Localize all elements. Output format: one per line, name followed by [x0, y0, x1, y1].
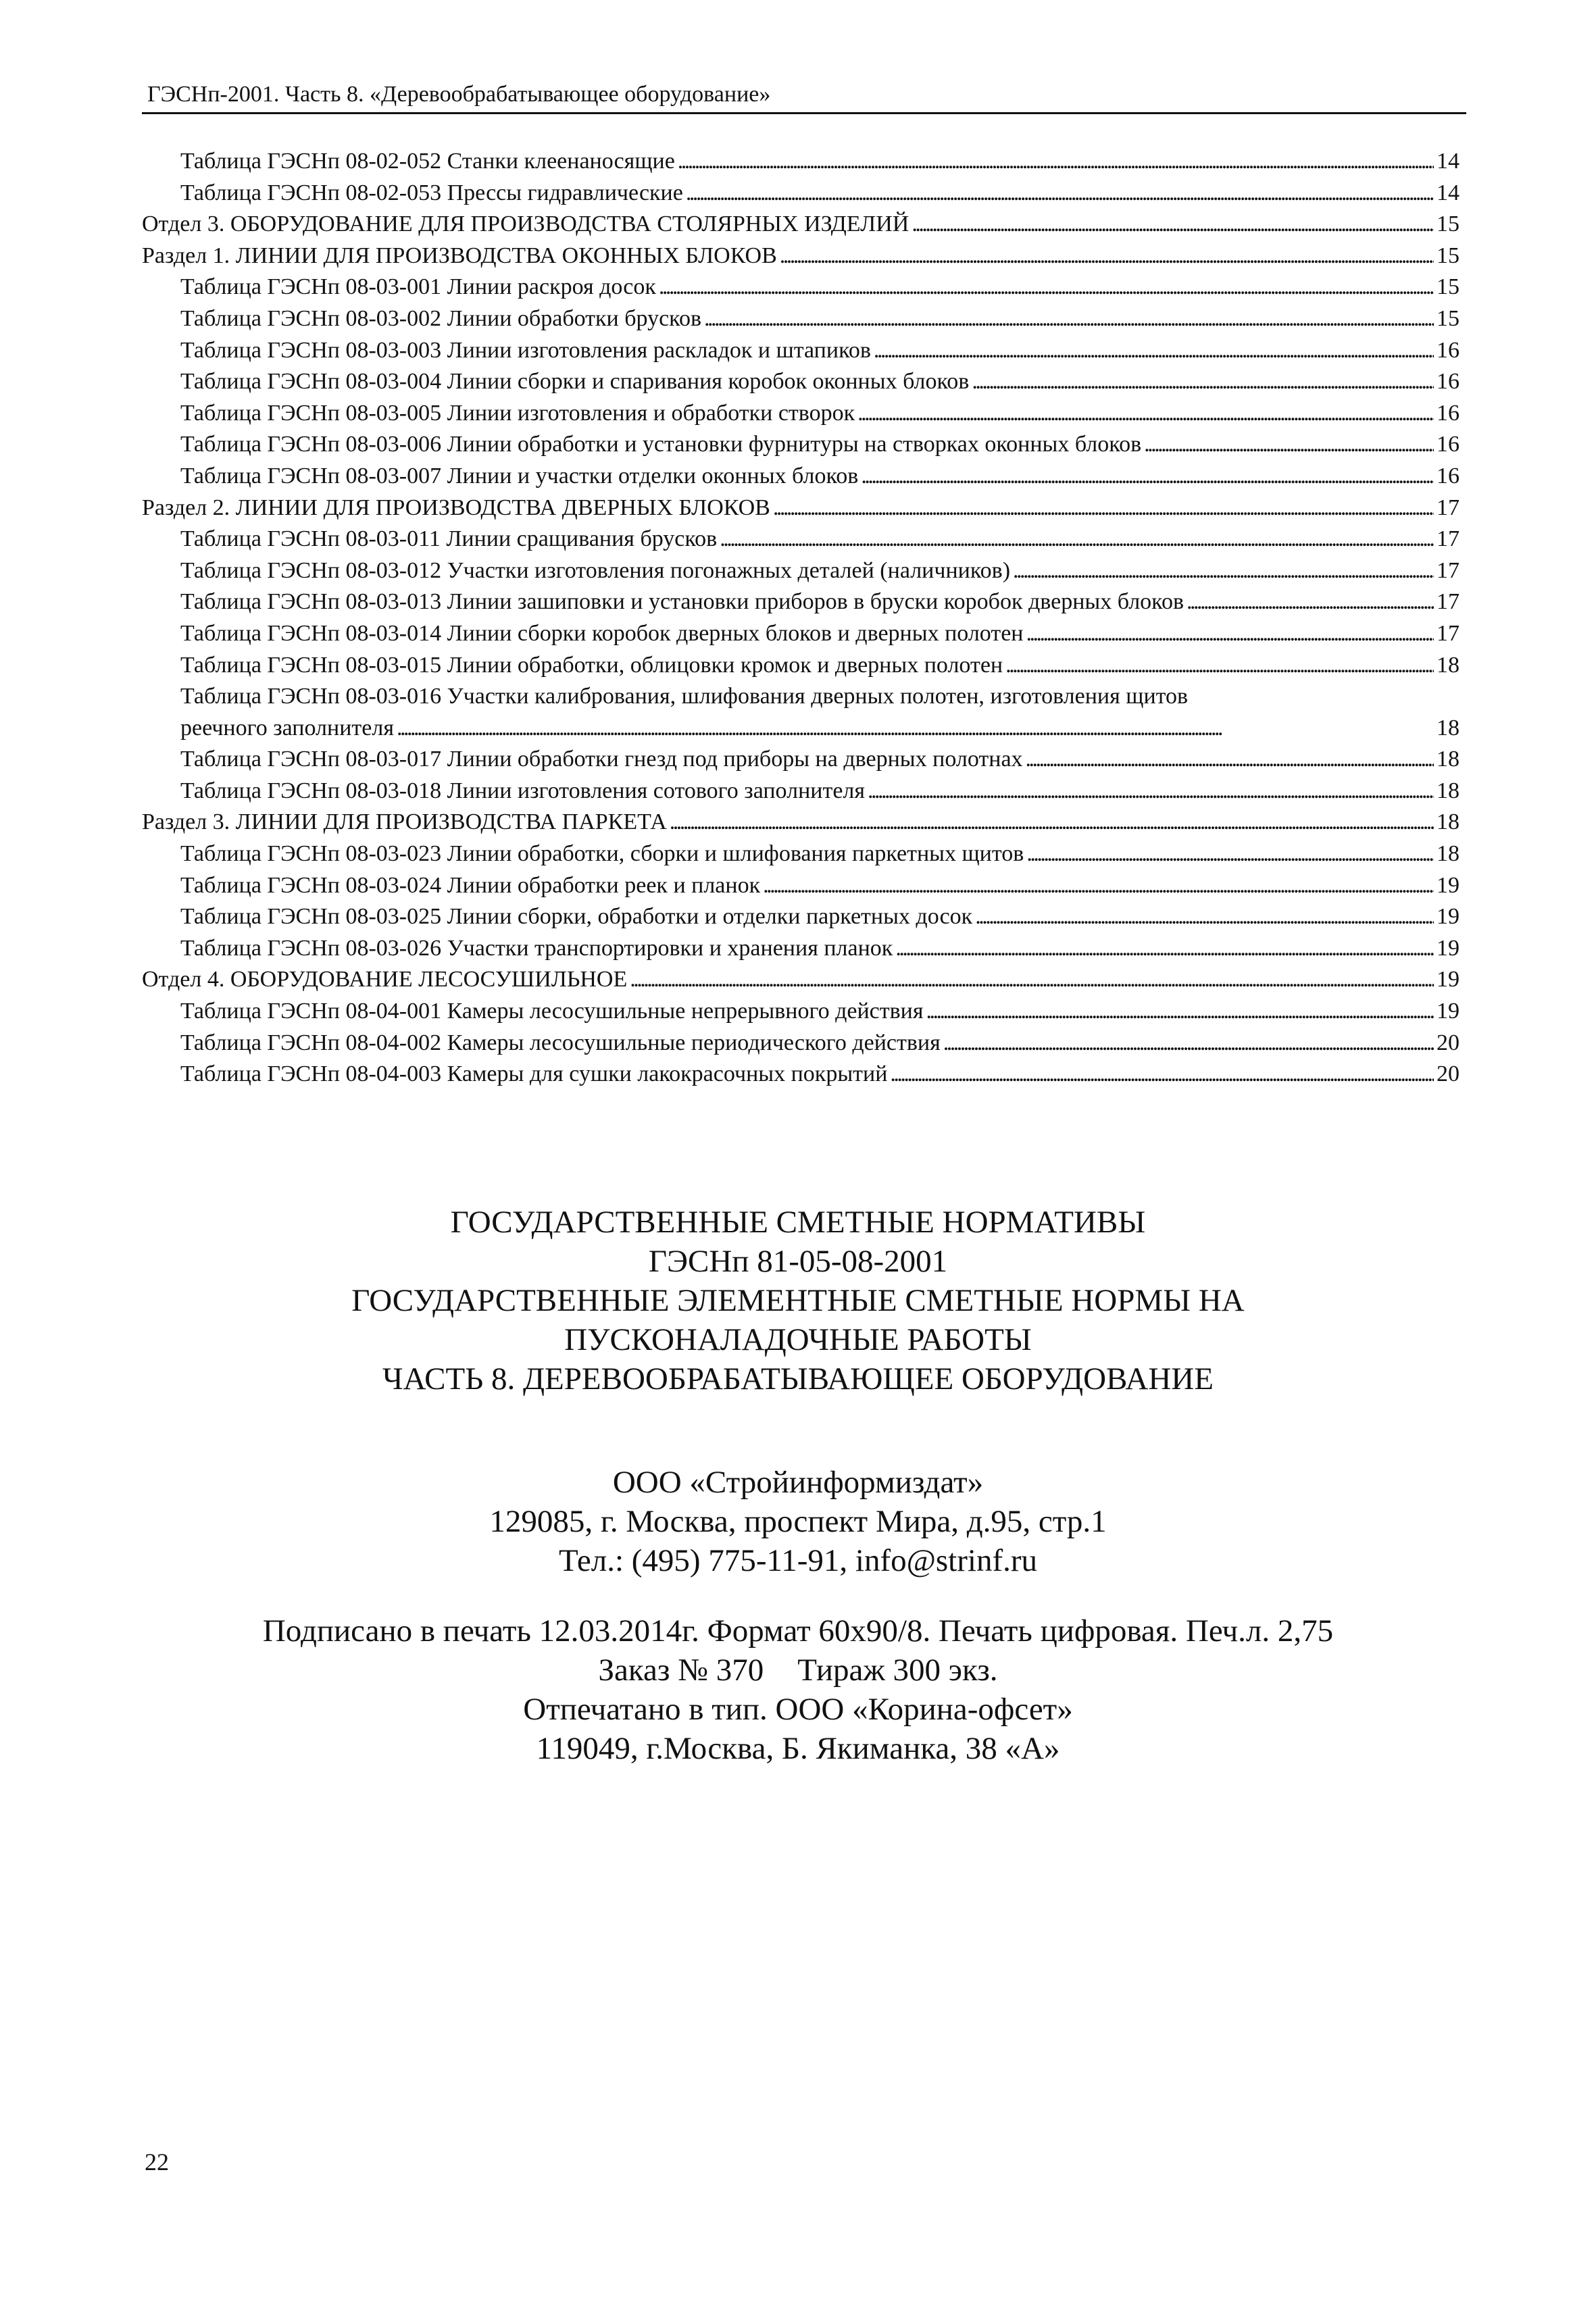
- toc-entry-title: Раздел 3. ЛИНИИ ДЛЯ ПРОИЗВОДСТВА ПАРКЕТА: [142, 809, 667, 835]
- toc-entry-title: Отдел 3. ОБОРУДОВАНИЕ ДЛЯ ПРОИЗВОДСТВА СТОЛЯРНЫХ ИЗДЕЛИЙ: [142, 211, 909, 237]
- toc-entry-title: Таблица ГЭСНп 08-03-004 Линии сборки и спаривания коробок оконных блоков: [180, 369, 970, 395]
- toc-entry-title: Таблица ГЭСНп 08-03-018 Линии изготовления сотового заполнителя: [180, 778, 866, 803]
- toc-entry-title: Таблица ГЭСНп 08-03-003 Линии изготовления раскладок и штапиков: [180, 337, 871, 363]
- toc-dot-leader: [704, 303, 1434, 335]
- toc-entry: [142, 1028, 1460, 1059]
- toc-entry: [142, 838, 1460, 870]
- toc-entry-page: 15: [1437, 211, 1460, 237]
- toc-entry-page: 15: [1437, 274, 1460, 300]
- toc-entry-title: Отдел 4. ОБОРУДОВАНИЕ ЛЕСОСУШИЛЬНОЕ: [142, 967, 628, 992]
- toc-entry-page: 16: [1437, 369, 1460, 395]
- toc-dot-leader: [943, 1028, 1434, 1059]
- title-line-4: ПУСКОНАЛАДОЧНЫЕ РАБОТЫ: [564, 1322, 1032, 1357]
- toc-entry-page: 17: [1437, 620, 1460, 646]
- toc-entry-title: Таблица ГЭСНп 08-03-011 Линии сращивания брусков: [180, 526, 718, 552]
- toc-entry-page: 17: [1437, 495, 1460, 520]
- toc-entry-title: Таблица ГЭСНп 08-03-025 Линии сборки, обработки и отделки паркетных досок: [180, 904, 973, 930]
- toc-entry-page: 16: [1437, 432, 1460, 457]
- page-number: 22: [145, 2148, 169, 2175]
- toc-entry-title: Таблица ГЭСНп 08-03-012 Участки изготовления погонажных деталей (наличников): [180, 557, 1011, 583]
- toc-entry-title: Таблица ГЭСНп 08-03-007 Линии и участки отделки оконных блоков: [180, 463, 859, 488]
- toc-entry-page: 18: [1437, 809, 1460, 835]
- order-and-run: [0, 1651, 1596, 1690]
- toc-entry: [142, 146, 1460, 178]
- toc-section-entry: [142, 807, 1460, 838]
- toc-dot-leader: [686, 178, 1434, 209]
- toc-dot-leader: [773, 493, 1434, 524]
- toc-entry-page: 19: [1437, 967, 1460, 992]
- toc-entry-title: Таблица ГЭСНп 08-03-023 Линии обработки, сборки и шлифования паркетных щитов: [180, 841, 1024, 867]
- toc-dot-leader: [895, 933, 1434, 965]
- toc-entry-page: 17: [1437, 526, 1460, 552]
- toc-entry: [142, 178, 1460, 209]
- toc-dot-leader: [912, 209, 1434, 241]
- title-line-3: ГОСУДАРСТВЕННЫЕ ЭЛЕМЕНТНЫЕ СМЕТНЫЕ НОРМЫ НА: [351, 1283, 1245, 1318]
- toc-entry: [142, 1059, 1460, 1090]
- running-header: ГЭСНп-2001. Часть 8. «Деревообрабатывающее оборудование»: [147, 82, 771, 107]
- toc-entry: [142, 650, 1460, 682]
- toc-dot-leader: [1026, 744, 1434, 776]
- publisher-name: ООО «Стройинформиздат»: [612, 1465, 984, 1500]
- toc-entry-title: Раздел 1. ЛИНИИ ДЛЯ ПРОИЗВОДСТВА ОКОННЫХ БЛОКОВ: [142, 243, 777, 268]
- toc-entry: Таблица ГЭСНп 08-03-016 Участки калибрования, шлифования дверных полотен, изготовления щитов: [180, 684, 1189, 709]
- toc-entry: [142, 272, 1460, 303]
- toc-entry: [142, 335, 1460, 367]
- toc-entry-title: Таблица ГЭСНп 08-03-013 Линии зашиповки и установки приборов в бруски коробок дверных блоков: [180, 589, 1184, 615]
- toc-entry-page: 16: [1437, 400, 1460, 426]
- toc-entry-page: 19: [1437, 935, 1460, 961]
- printer-name: Отпечатано в тип. ООО «Корина-офсет»: [523, 1692, 1073, 1727]
- toc-entry: [142, 933, 1460, 965]
- title-line-2: ГЭСНп 81-05-08-2001: [648, 1244, 948, 1279]
- toc-entry-title: Таблица ГЭСНп 08-03-015 Линии обработки, облицовки кромок и дверных полотен: [180, 652, 1003, 678]
- toc-dot-leader: [670, 807, 1434, 838]
- toc-dot-leader: [1013, 555, 1434, 587]
- toc-entry-title: реечного заполнителя: [180, 715, 394, 740]
- toc-entry-title: Таблица ГЭСНп 08-03-026 Участки транспортировки и хранения планок: [180, 935, 893, 961]
- toc-dot-leader: [1144, 429, 1434, 461]
- toc-entry: [142, 618, 1460, 650]
- toc-entry-page: 14: [1437, 149, 1460, 174]
- toc-entry-page: 17: [1437, 589, 1460, 615]
- toc-dot-leader: [1026, 618, 1435, 650]
- signed-to-print: Подписано в печать 12.03.2014г. Формат 60х90/8. Печать цифровая. Печ.л. 2,75: [262, 1613, 1334, 1649]
- toc-entry-page: 18: [1437, 778, 1460, 803]
- toc-entry-page: 16: [1437, 337, 1460, 363]
- toc-dot-leader: [972, 366, 1434, 398]
- title-line-5: ЧАСТЬ 8. ДЕРЕВООБРАБАТЫВАЮЩЕЕ ОБОРУДОВАНИЕ: [382, 1361, 1214, 1397]
- toc-entry: [142, 744, 1460, 776]
- toc-section-entry: [142, 964, 1460, 996]
- toc-dot-leader: [659, 272, 1434, 303]
- toc-entry-title: Таблица ГЭСНп 08-04-003 Камеры для сушки лакокрасочных покрытий: [180, 1061, 888, 1087]
- toc-section-entry: [142, 209, 1460, 241]
- order-number: Заказ № 370: [598, 1653, 764, 1688]
- toc-entry-page: 15: [1437, 243, 1460, 268]
- printer-address: 119049, г.Москва, Б. Якиманка, 38 «А»: [536, 1731, 1060, 1766]
- toc-entry-title: Таблица ГЭСНп 08-03-005 Линии изготовления и обработки створок: [180, 400, 855, 426]
- toc-entry-title: Таблица ГЭСНп 08-04-002 Камеры лесосушильные периодического действия: [180, 1030, 941, 1055]
- toc-entry: [142, 461, 1460, 493]
- toc-entry-title: Таблица ГЭСНп 08-02-052 Станки клеенаносящие: [180, 149, 675, 174]
- toc-entry: [142, 555, 1460, 587]
- toc-entry-title: Таблица ГЭСНп 08-03-002 Линии обработки брусков: [180, 305, 702, 331]
- printing-block: [0, 1611, 1596, 1768]
- toc-dot-leader: [397, 713, 1434, 745]
- toc-entry: [142, 366, 1460, 398]
- toc-dot-leader: [890, 1059, 1434, 1090]
- toc-dot-leader: [780, 241, 1434, 272]
- toc-entry-page: 19: [1437, 904, 1460, 930]
- toc-entry: [142, 586, 1460, 618]
- print-run: Тираж 300 экз.: [797, 1653, 998, 1688]
- toc-entry: [142, 398, 1460, 430]
- publisher-block: [0, 1463, 1596, 1580]
- toc-section-entry: [142, 493, 1460, 524]
- header-rule: [142, 112, 1466, 114]
- toc-entry-page: 19: [1437, 999, 1460, 1024]
- toc-entry-page: 16: [1437, 463, 1460, 488]
- table-of-contents: [142, 146, 1460, 1090]
- toc-entry: [142, 303, 1460, 335]
- toc-entry-title: Таблица ГЭСНп 08-03-017 Линии обработки гнезд под приборы на дверных полотнах: [180, 747, 1023, 772]
- toc-entry-page: 20: [1437, 1061, 1460, 1087]
- toc-entry-title: Таблица ГЭСНп 08-02-053 Прессы гидравлические: [180, 180, 683, 205]
- toc-dot-leader: [1026, 838, 1434, 870]
- toc-entry-title: Таблица ГЭСНп 08-03-024 Линии обработки реек и планок: [180, 872, 761, 898]
- toc-entry-page: 17: [1437, 557, 1460, 583]
- toc-entry: [142, 776, 1460, 807]
- publisher-address: 129085, г. Москва, проспект Мира, д.95, стр.1: [489, 1504, 1107, 1539]
- toc-entry-title: Таблица ГЭСНп 08-04-001 Камеры лесосушильные непрерывного действия: [180, 999, 924, 1024]
- toc-entry-page: 18: [1437, 715, 1460, 740]
- title-block: [0, 1203, 1596, 1399]
- toc-entry: [142, 996, 1460, 1028]
- toc-dot-leader: [1005, 650, 1434, 682]
- toc-entry-page: 20: [1437, 1030, 1460, 1055]
- toc-entry: [142, 524, 1460, 555]
- toc-entry-page: 14: [1437, 180, 1460, 205]
- toc-dot-leader: [720, 524, 1434, 555]
- toc-dot-leader: [868, 776, 1434, 807]
- toc-entry: [142, 901, 1460, 933]
- toc-dot-leader: [861, 461, 1434, 493]
- toc-dot-leader: [763, 870, 1434, 902]
- toc-dot-leader: [1187, 586, 1434, 618]
- toc-entry-page: 18: [1437, 841, 1460, 867]
- toc-entry-page: 18: [1437, 747, 1460, 772]
- toc-entry-title: Таблица ГЭСНп 08-03-006 Линии обработки и установки фурнитуры на створках оконных блоков: [180, 432, 1142, 457]
- toc-dot-leader: [630, 964, 1434, 996]
- toc-entry-page: 15: [1437, 305, 1460, 331]
- toc-dot-leader: [874, 335, 1434, 367]
- toc-entry-title: Таблица ГЭСНп 08-03-014 Линии сборки коробок дверных блоков и дверных полотен: [180, 620, 1024, 646]
- toc-entry-page: 19: [1437, 872, 1460, 898]
- toc-entry-title: Таблица ГЭСНп 08-03-001 Линии раскроя досок: [180, 274, 656, 300]
- toc-dot-leader: [926, 996, 1434, 1028]
- toc-section-entry: [142, 241, 1460, 272]
- title-line-1: ГОСУДАРСТВЕННЫЕ СМЕТНЫЕ НОРМАТИВЫ: [450, 1205, 1146, 1240]
- toc-entry: [142, 870, 1460, 902]
- publisher-contacts: Тел.: (495) 775-11-91, info@strinf.ru: [558, 1543, 1037, 1578]
- toc-entry: [142, 429, 1460, 461]
- toc-dot-leader: [975, 901, 1434, 933]
- toc-entry-continuation: [142, 713, 1460, 745]
- toc-entry-page: 18: [1437, 652, 1460, 678]
- toc-dot-leader: [678, 146, 1434, 178]
- toc-dot-leader: [857, 398, 1434, 430]
- toc-entry-title: Раздел 2. ЛИНИИ ДЛЯ ПРОИЗВОДСТВА ДВЕРНЫХ БЛОКОВ: [142, 495, 770, 520]
